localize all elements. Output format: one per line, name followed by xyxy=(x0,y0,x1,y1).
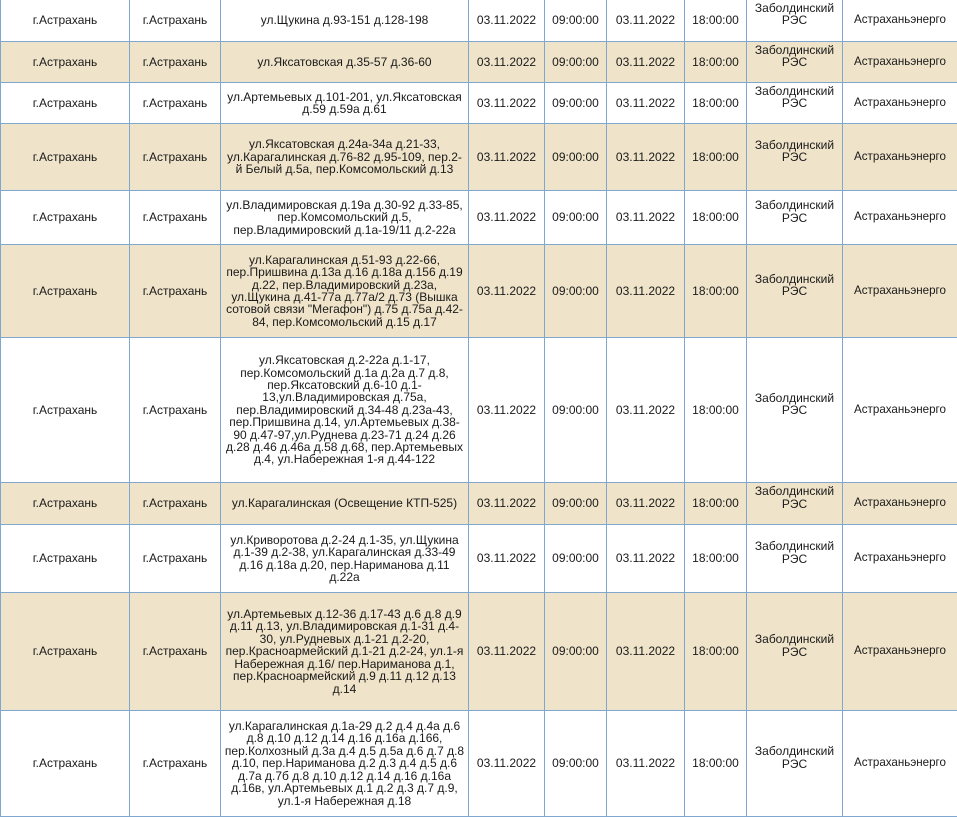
city-cell: г.Астрахань xyxy=(1,483,130,525)
table-row xyxy=(1,483,957,525)
organization-cell: Астраханьэнерго xyxy=(843,42,957,83)
end-time-cell: 18:00:00 xyxy=(685,83,747,124)
end-time-cell: 18:00:00 xyxy=(685,483,747,525)
res-cell xyxy=(747,42,843,83)
res-cell xyxy=(747,483,843,525)
city-cell: г.Астрахань xyxy=(1,124,130,191)
address-cell: ул.Владимировская д.19а д.30-92 д.33-85, пер.Комсомольский д.5, пер.Владимировский д.1а-19/11 д.2-22а xyxy=(221,191,469,245)
res-label: Заболдинский РЭС xyxy=(750,485,839,510)
start-time-cell: 09:00:00 xyxy=(545,593,607,711)
address-cell: ул.Карагалинская д.51-93 д.22-66, пер.Пришвина д.13а д.16 д.18а д.156 д.19 д.22, пер.Владимировский д.23а, ул.Щукина д.41-77а д.77а/2 д.73 (Вышка сотовой связи "Мегафон") д.75 д.75а д.42-84, пер.Комсомольский д.15 д.17 xyxy=(221,245,469,338)
start-time-cell: 09:00:00 xyxy=(545,42,607,83)
start-date-cell: 03.11.2022 xyxy=(469,0,545,42)
start-time-cell: 09:00:00 xyxy=(545,711,607,817)
locality-cell: г.Астрахань xyxy=(130,83,221,124)
organization-cell: Астраханьэнерго xyxy=(843,711,957,817)
res-cell xyxy=(747,338,843,483)
res-cell xyxy=(747,124,843,191)
res-label: Заболдинский РЭС xyxy=(750,633,839,658)
locality-cell: г.Астрахань xyxy=(130,191,221,245)
res-label: Заболдинский РЭС xyxy=(750,540,839,565)
end-time-cell: 18:00:00 xyxy=(685,593,747,711)
end-date-cell: 03.11.2022 xyxy=(607,245,685,338)
organization-cell: Астраханьэнерго xyxy=(843,338,957,483)
start-time-cell: 09:00:00 xyxy=(545,191,607,245)
table-row xyxy=(1,0,957,42)
end-date-cell: 03.11.2022 xyxy=(607,0,685,42)
start-time-cell: 09:00:00 xyxy=(545,245,607,338)
start-time-cell: 09:00:00 xyxy=(545,0,607,42)
table-row xyxy=(1,245,957,338)
end-time-cell: 18:00:00 xyxy=(685,525,747,593)
end-date-cell: 03.11.2022 xyxy=(607,191,685,245)
res-cell xyxy=(747,83,843,124)
res-cell xyxy=(747,245,843,338)
end-time-cell: 18:00:00 xyxy=(685,711,747,817)
start-time-cell: 09:00:00 xyxy=(545,525,607,593)
start-date-cell: 03.11.2022 xyxy=(469,593,545,711)
start-date-cell: 03.11.2022 xyxy=(469,525,545,593)
city-cell: г.Астрахань xyxy=(1,83,130,124)
table-row xyxy=(1,42,957,83)
res-cell xyxy=(747,525,843,593)
end-time-cell: 18:00:00 xyxy=(685,0,747,42)
locality-cell: г.Астрахань xyxy=(130,593,221,711)
address-cell: ул.Яксатовская д.2-22а д.1-17, пер.Комсомольский д.1а д.2а д.7 д.8, пер.Яксатовский д.6-10 д.1-13,ул.Владимировская д.75а, пер.Владимировский д.34-48 д.23а-43, пер.Пришвина д.14, ул.Артемьевых д.38-90 д.47-97,ул.Руднева д.23-71 д.24 д.26 д.28 д.46 д.46а д.58 д.68, пер.Артемьевых д.4, ул.Набережная 1-я д.44-122 xyxy=(221,338,469,483)
start-date-cell: 03.11.2022 xyxy=(469,483,545,525)
locality-cell: г.Астрахань xyxy=(130,0,221,42)
res-cell xyxy=(747,711,843,817)
start-date-cell: 03.11.2022 xyxy=(469,83,545,124)
table-row xyxy=(1,593,957,711)
organization-cell: Астраханьэнерго xyxy=(843,525,957,593)
city-cell: г.Астрахань xyxy=(1,338,130,483)
res-label: Заболдинский РЭС xyxy=(750,392,839,417)
address-cell: ул.Карагалинская д.1а-29 д.2 д.4 д.4а д.6 д.8 д.10 д.12 д.14 д.16 д.16а д.166, пер.Колхозный д.3а д.4 д.5 д.5а д.6 д.7 д.8 д.10, пер.Нариманова д.2 д.3 д.4 д.5 д.6 д.7а д.7б д.8 д.10 д.12 д.14 д.16 д.16а д.16в, ул.Артемьевых д.1 д.2 д.3 д.7 д.9, ул.1-я Набережная д.18 xyxy=(221,711,469,817)
locality-cell: г.Астрахань xyxy=(130,483,221,525)
res-cell xyxy=(747,593,843,711)
end-date-cell: 03.11.2022 xyxy=(607,83,685,124)
locality-cell: г.Астрахань xyxy=(130,711,221,817)
start-time-cell: 09:00:00 xyxy=(545,338,607,483)
start-time-cell: 09:00:00 xyxy=(545,124,607,191)
organization-cell: Астраханьэнерго xyxy=(843,0,957,42)
res-label: Заболдинский РЭС xyxy=(750,199,839,224)
address-cell: ул.Карагалинская (Освещение КТП-525) xyxy=(221,483,469,525)
locality-cell: г.Астрахань xyxy=(130,245,221,338)
city-cell: г.Астрахань xyxy=(1,245,130,338)
locality-cell: г.Астрахань xyxy=(130,42,221,83)
end-date-cell: 03.11.2022 xyxy=(607,525,685,593)
table-row xyxy=(1,191,957,245)
address-cell: ул.Яксатовская д.35-57 д.36-60 xyxy=(221,42,469,83)
res-label: Заболдинский РЭС xyxy=(750,44,839,69)
start-date-cell: 03.11.2022 xyxy=(469,338,545,483)
organization-cell: Астраханьэнерго xyxy=(843,191,957,245)
end-date-cell: 03.11.2022 xyxy=(607,42,685,83)
locality-cell: г.Астрахань xyxy=(130,525,221,593)
res-label: Заболдинский РЭС xyxy=(750,85,839,110)
res-label: Заболдинский РЭС xyxy=(750,273,839,298)
organization-cell: Астраханьэнерго xyxy=(843,83,957,124)
city-cell: г.Астрахань xyxy=(1,42,130,83)
end-date-cell: 03.11.2022 xyxy=(607,483,685,525)
table-row xyxy=(1,83,957,124)
organization-cell: Астраханьэнерго xyxy=(843,124,957,191)
address-cell: ул.Щукина д.93-151 д.128-198 xyxy=(221,0,469,42)
city-cell: г.Астрахань xyxy=(1,593,130,711)
city-cell: г.Астрахань xyxy=(1,525,130,593)
start-date-cell: 03.11.2022 xyxy=(469,711,545,817)
city-cell: г.Астрахань xyxy=(1,711,130,817)
table-row xyxy=(1,338,957,483)
table-row xyxy=(1,525,957,593)
end-date-cell: 03.11.2022 xyxy=(607,593,685,711)
res-label: Заболдинский РЭС xyxy=(750,745,839,770)
end-time-cell: 18:00:00 xyxy=(685,245,747,338)
organization-cell: Астраханьэнерго xyxy=(843,483,957,525)
res-cell xyxy=(747,191,843,245)
end-date-cell: 03.11.2022 xyxy=(607,338,685,483)
table-row xyxy=(1,711,957,817)
res-label: Заболдинский РЭС xyxy=(750,2,839,27)
table-row xyxy=(1,124,957,191)
start-date-cell: 03.11.2022 xyxy=(469,42,545,83)
end-time-cell: 18:00:00 xyxy=(685,42,747,83)
res-cell xyxy=(747,0,843,42)
start-date-cell: 03.11.2022 xyxy=(469,191,545,245)
end-time-cell: 18:00:00 xyxy=(685,124,747,191)
city-cell: г.Астрахань xyxy=(1,191,130,245)
end-date-cell: 03.11.2022 xyxy=(607,124,685,191)
city-cell: г.Астрахань xyxy=(1,0,130,42)
address-cell: ул.Криворотова д.2-24 д.1-35, ул.Щукина д.1-39 д.2-38, ул.Карагалинская д.33-49 д.16 д.18а д.20, пер.Нариманова д.11 д.22а xyxy=(221,525,469,593)
start-date-cell: 03.11.2022 xyxy=(469,245,545,338)
end-time-cell: 18:00:00 xyxy=(685,338,747,483)
organization-cell: Астраханьэнерго xyxy=(843,593,957,711)
start-date-cell: 03.11.2022 xyxy=(469,124,545,191)
organization-cell: Астраханьэнерго xyxy=(843,245,957,338)
address-cell: ул.Артемьевых д.12-36 д.17-43 д.6 д.8 д.9 д.11 д.13, ул.Владимировская д.1-31 д.4-30, ул.Рудневых д.1-21 д.2-20, пер.Красноармейский д.1-21 д.2-24, ул.1-я Набережная д.16/ пер.Нариманова д.1, пер.Красноармейский д.9 д.11 д.12 д.13 д.14 xyxy=(221,593,469,711)
end-time-cell: 18:00:00 xyxy=(685,191,747,245)
end-date-cell: 03.11.2022 xyxy=(607,711,685,817)
res-label: Заболдинский РЭС xyxy=(750,139,839,164)
table-body xyxy=(1,0,957,817)
locality-cell: г.Астрахань xyxy=(130,338,221,483)
start-time-cell: 09:00:00 xyxy=(545,483,607,525)
address-cell: ул.Артемьевых д.101-201, ул.Яксатовская д.59 д.59а д.61 xyxy=(221,83,469,124)
address-cell: ул.Яксатовская д.24а-34а д.21-33, ул.Карагалинская д.76-82 д.95-109, пер.2-й Белый д.5а, пер.Комсомольский д.13 xyxy=(221,124,469,191)
locality-cell: г.Астрахань xyxy=(130,124,221,191)
start-time-cell: 09:00:00 xyxy=(545,83,607,124)
